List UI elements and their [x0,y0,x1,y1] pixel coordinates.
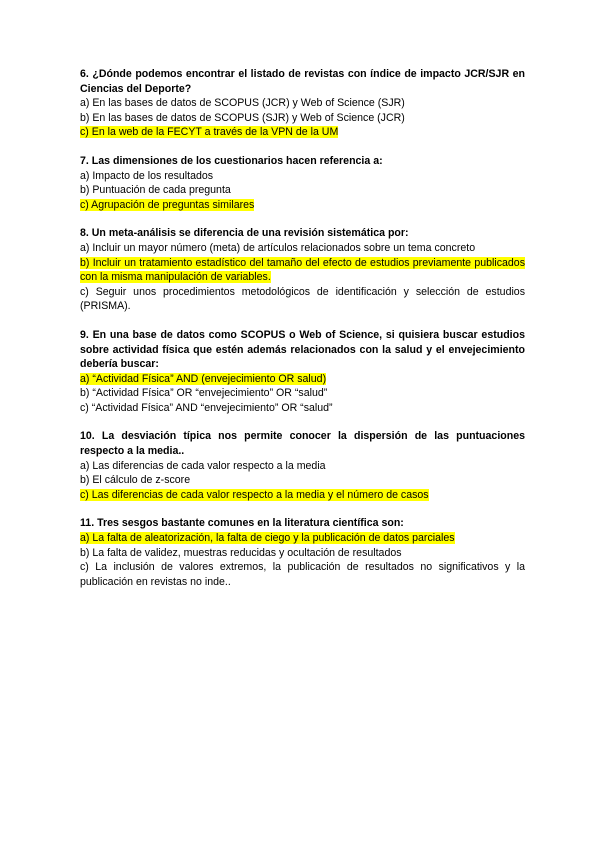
question-title: 8. Un meta-análisis se diferencia de una revisión sistemática por: [80,227,409,240]
option-c-highlighted: c) En la web de la FECYT a través de la VPN de la UM [80,126,339,139]
question-title: 6. ¿Dónde podemos encontrar el listado de revistas con índice de impacto JCR/SJR en Ciencias del Deporte? [80,68,525,95]
question-list [80,67,525,603]
option-c: c) “Actividad Física” AND “envejecimiento” OR “salud” [80,401,333,414]
option-c-highlighted: c) Las diferencias de cada valor respecto a la media y el número de casos [80,488,429,501]
question-10 [80,429,525,502]
question-title: 10. La desviación típica nos permite conocer la dispersión de las puntuaciones respecto a la media.. [80,430,525,458]
option-a-highlighted: a) “Actividad Física” AND (envejecimiento OR salud) [80,372,327,385]
option-b-highlighted: b) Incluir un tratamiento estadístico del tamaño del efecto de estudios previamente publicados con la misma manipulación de variables. [80,256,525,284]
option-b: b) La falta de validez, muestras reducidas y ocultación de resultados [80,546,402,559]
option-b: b) El cálculo de z-score [80,474,191,487]
question-title: 11. Tres sesgos bastante comunes en la literatura científica son: [80,517,404,530]
option-a: a) Impacto de los resultados [80,169,214,182]
question-title: 9. En una base de datos como SCOPUS o Web of Science, si quisiera buscar estudios sobre actividad física que estén además relacionados con la salud y el envejecimiento debería buscar: [80,328,525,371]
option-a: a) Incluir un mayor número (meta) de artículos relacionados sobre un tema concreto [80,241,476,254]
option-a: a) Las diferencias de cada valor respecto a la media [80,459,326,472]
option-a-highlighted: a) La falta de aleatorización, la falta de ciego y la publicación de datos parciales [80,532,455,545]
question-11 [80,516,525,589]
question-title: 7. Las dimensiones de los cuestionarios hacen referencia a: [80,154,383,167]
option-b: b) “Actividad Física” OR “envejecimiento” OR “salud” [80,387,328,400]
option-b: b) En las bases de datos de SCOPUS (SJR) y Web of Science (JCR) [80,111,405,124]
question-9 [80,328,525,416]
option-b: b) Puntuación de cada pregunta [80,184,231,197]
question-8 [80,226,525,314]
question-7 [80,154,525,212]
option-a: a) En las bases de datos de SCOPUS (JCR) y Web of Science (SJR) [80,97,405,110]
option-c: c) Seguir unos procedimientos metodológicos de identificación y selección de estudios (PRISMA). [80,285,525,313]
option-c: c) La inclusión de valores extremos, la publicación de resultados no significativos y la publicación en revistas no inde.. [80,561,525,588]
question-6 [80,67,525,140]
option-c-highlighted: c) Agrupación de preguntas similares [80,198,255,211]
